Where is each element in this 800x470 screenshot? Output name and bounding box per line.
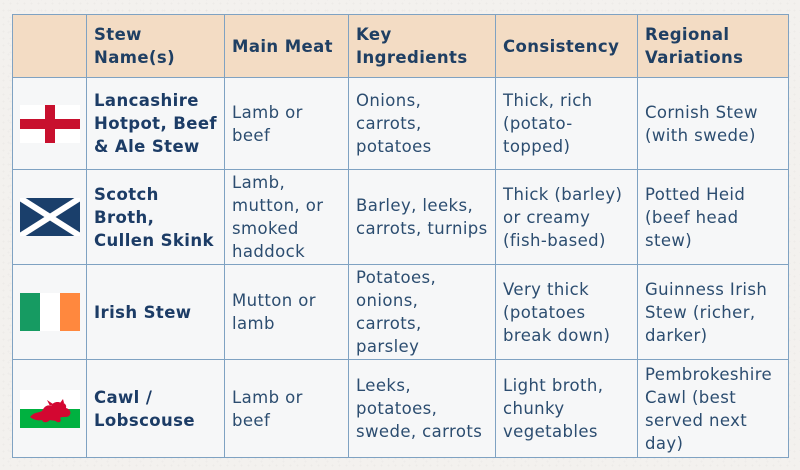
consistency: Light broth, chunky vegetables: [496, 360, 638, 458]
key-ingredients: Onions, carrots, potatoes: [349, 78, 496, 170]
key-ingredients: Leeks, potatoes, swede, carrots: [349, 360, 496, 458]
consistency: Thick (barley) or creamy (fish-based): [496, 170, 638, 265]
table-row: [13, 78, 789, 170]
header-main-meat: Main Meat: [225, 15, 349, 78]
header-consistency: Consistency: [496, 15, 638, 78]
header-regional-variations: Regional Variations: [638, 15, 789, 78]
wales-flag-icon: [20, 390, 80, 428]
header-flag: [13, 15, 87, 78]
consistency: Very thick (potatoes break down): [496, 265, 638, 360]
england-flag-icon: [20, 105, 80, 143]
flag-cell: [13, 265, 87, 360]
table-row: [13, 360, 789, 458]
scotland-flag-icon: [20, 198, 80, 236]
stew-name: Irish Stew: [87, 265, 225, 360]
stew-name: Lancashire Hotpot, Beef & Ale Stew: [87, 78, 225, 170]
key-ingredients: Potatoes, onions, carrots, parsley: [349, 265, 496, 360]
stew-name: Scotch Broth, Cullen Skink: [87, 170, 225, 265]
regional-variations: Potted Heid (beef head stew): [638, 170, 789, 265]
table-row: [13, 265, 789, 360]
flag-cell: [13, 170, 87, 265]
table-row: [13, 170, 789, 265]
flag-cell: [13, 78, 87, 170]
ireland-flag-icon: [20, 293, 80, 331]
main-meat: Mutton or lamb: [225, 265, 349, 360]
stew-name: Cawl / Lobscouse: [87, 360, 225, 458]
header-key-ingredients: Key Ingredients: [349, 15, 496, 78]
main-meat: Lamb or beef: [225, 360, 349, 458]
stew-comparison-table: [12, 14, 788, 458]
consistency: Thick, rich (potato-topped): [496, 78, 638, 170]
key-ingredients: Barley, leeks, carrots, turnips: [349, 170, 496, 265]
regional-variations: Cornish Stew (with swede): [638, 78, 789, 170]
flag-cell: [13, 360, 87, 458]
regional-variations: Pembrokeshire Cawl (best served next day): [638, 360, 789, 458]
header-stew-name: Stew Name(s): [87, 15, 225, 78]
header-row: [13, 15, 789, 78]
regional-variations: Guinness Irish Stew (richer, darker): [638, 265, 789, 360]
main-meat: Lamb, mutton, or smoked haddock: [225, 170, 349, 265]
main-meat: Lamb or beef: [225, 78, 349, 170]
table: [12, 14, 789, 458]
